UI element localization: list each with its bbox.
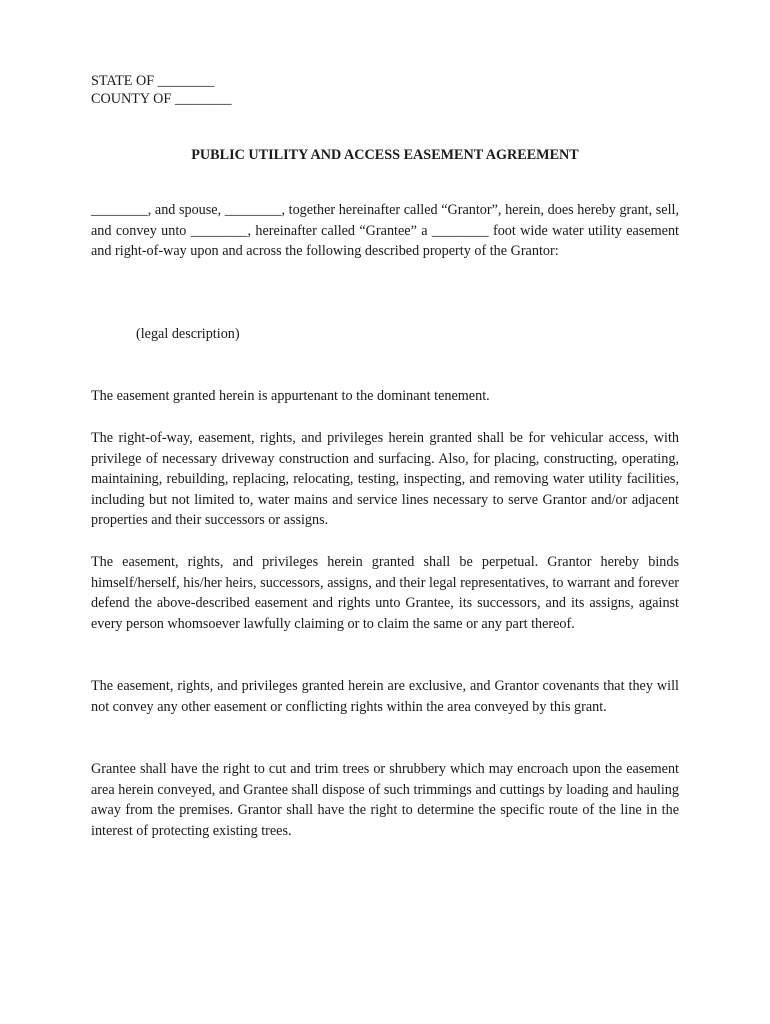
state-line: STATE OF ________ [91,73,215,89]
grant-paragraph: ________, and spouse, ________, together hereinafter called “Grantor”, herein, does hereby grant, sell, and convey unto ________, hereinafter called “Grantee” a ________ foot wide water utility easement and right-of-way upon and across the following described property of the Grantor: [91,202,679,260]
county-line: COUNTY OF ________ [91,91,232,107]
purpose-paragraph: The right-of-way, easement, rights, and privileges herein granted shall be for vehicular access, with privilege of necessary driveway construction and surfacing. Also, for placing, constructing, operating, maintaining, rebuilding, replacing, relocating, testing, inspecting, and removing water utility facilities, including but not limited to, water mains and service lines necessary to serve Grantor and/or adjacent properties and their successors or assigns. [91,430,679,529]
perpetual-paragraph: The easement, rights, and privileges herein granted shall be perpetual. Grantor hereby binds himself/herself, his/her heirs, successors, assigns, and their legal representatives, to warrant and forever defend the above-described easement and rights unto Grantee, its successors, and its assigns, against every person whomsoever lawfully claiming or to claim the same or any part thereof. [91,554,679,632]
appurtenant-paragraph: The easement granted herein is appurtenant to the dominant tenement. [91,388,490,404]
exclusive-paragraph: The easement, rights, and privileges granted herein are exclusive, and Grantor covenants that they will not convey any other easement or conflicting rights within the area conveyed by this grant. [91,678,679,715]
trees-paragraph: Grantee shall have the right to cut and trim trees or shrubbery which may encroach upon the easement area herein conveyed, and Grantee shall dispose of such trimmings and cuttings by loading and hauling away from the premises. Grantor shall have the right to determine the specific route of the line in the interest of protecting existing trees. [91,761,679,839]
document-title: PUBLIC UTILITY AND ACCESS EASEMENT AGREEMENT [191,147,579,163]
legal-description: (legal description) [136,326,240,342]
venue-header [91,72,232,108]
